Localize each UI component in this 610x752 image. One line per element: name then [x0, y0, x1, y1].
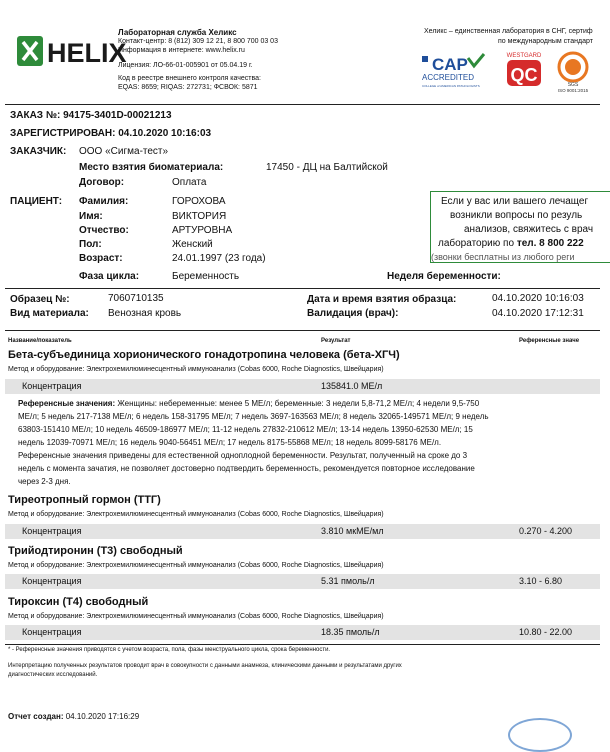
patronymic-label: Отчество:	[79, 225, 129, 236]
validation-value: 04.10.2020 17:12:31	[492, 308, 584, 319]
test-title: Бета-субъединица хорионического гонадотропина человека (бета-ХГЧ)	[8, 349, 400, 361]
material-label: Вид материала:	[10, 308, 89, 319]
footnote-interpretation-2: диагностических исследований.	[8, 672, 98, 678]
test-title: Тироксин (Т4) свободный	[8, 596, 149, 608]
notice-line-4: лабораторию по тел. 8 800 222	[438, 238, 584, 249]
notice-line-1: Если у вас или вашего лечащег	[441, 196, 589, 207]
svg-text:SGS: SGS	[567, 82, 579, 88]
svg-text:ISO 9001:2015: ISO 9001:2015	[557, 88, 589, 93]
svg-text:QC: QC	[510, 65, 538, 85]
sample-value: 7060710135	[108, 293, 164, 304]
test-method: Метод и оборудование: Электрохемилюминесцентный иммуноанализ (Cobas 6000, Roche Diagnostics, Швейцария)	[8, 562, 384, 569]
slogan-line-2: по международным стандарт	[498, 38, 593, 45]
validation-label: Валидация (врач):	[307, 308, 399, 319]
test-method: Метод и оборудование: Электрохемилюминесцентный иммуноанализ (Cobas 6000, Roche Diagnostics, Швейцария)	[8, 613, 384, 620]
surname-value: ГОРОХОВА	[172, 196, 226, 207]
ref-notes-line-6: недель с момента зачатия, не позволяет достоверно подтвердить беременность, рекомендуется повторное исследование	[18, 464, 475, 473]
patronymic-value: АРТУРОВНА	[172, 225, 233, 236]
registry-line-2: EQAS: 8659; RIQAS: 272731; ФСВОК: 5871	[118, 84, 258, 91]
pregnancy-week-label: Неделя беременности:	[387, 271, 501, 282]
notice-line-5: (звонки бесплатны из любого реги	[431, 252, 575, 262]
logo-text: HELIX	[47, 38, 127, 68]
sex-value: Женский	[172, 239, 213, 250]
ref-notes-line-2: МЕ/л; 5 недель 217-7138 МЕ/л; 6 недель 158-31795 МЕ/л; 7 недель 3697-163563 МЕ/л; 8 недель 32065-149571 МЕ/л; 9 недель	[18, 412, 489, 421]
westgard-qc-icon	[501, 50, 547, 95]
contact-notice	[430, 191, 610, 263]
svg-text:ACCREDITED: ACCREDITED	[422, 73, 475, 82]
place-value: 17450 - ДЦ на Балтийской	[266, 162, 388, 173]
col-result-header: Результат	[321, 338, 351, 344]
result-value: 18.35 пмоль/л	[321, 627, 380, 637]
surname-label: Фамилия:	[79, 196, 129, 207]
order-number: ЗАКАЗ №: 94175-3401D-00021213	[10, 110, 172, 121]
header-divider	[5, 104, 600, 105]
test-title: Трийодтиронин (Т3) свободный	[8, 545, 183, 557]
sgs-iso-icon	[554, 50, 594, 99]
svg-text:CAP: CAP	[432, 55, 468, 74]
cap-accredited-icon	[418, 52, 488, 95]
col-ref-header: Референсные значе	[519, 338, 580, 344]
datetime-label: Дата и время взятия образца:	[307, 294, 457, 305]
customer-value: ООО «Сигма-тест»	[79, 146, 169, 157]
material-value: Венозная кровь	[108, 308, 182, 319]
sample-divider	[5, 288, 600, 289]
license-line: Лицензия: ЛО-66-01-005901 от 05.04.19 г.	[118, 62, 253, 69]
result-value: 5.31 пмоль/л	[321, 576, 375, 586]
age-label: Возраст:	[79, 253, 123, 264]
result-row	[5, 524, 600, 539]
svg-text:COLLEGE of AMERICAN PATHOLOGIS: COLLEGE of AMERICAN PATHOLOGISTS	[422, 84, 480, 88]
helix-logo	[17, 34, 127, 73]
result-row	[5, 625, 600, 640]
svg-text:WESTGARD: WESTGARD	[506, 53, 542, 59]
result-param: Концентрация	[22, 381, 82, 391]
sex-label: Пол:	[79, 239, 102, 250]
ref-notes-line-1: Референсные значения: Женщины: небеременные: менее 5 МЕ/л; беременные: 3 недели 5,8-71,2 МЕ/л; 4 недели 9,5-750	[18, 399, 480, 408]
ref-notes-line-5: Референсные значения приведены для естественной одноплодной беременности. Результат, полученный на сроке до 3	[18, 451, 468, 460]
contact-line: Контакт-центр: 8 (812) 309 12 21, 8 800 700 03 03	[118, 38, 278, 45]
footnote-interpretation-1: Интерпретацию полученных результатов проводит врач в совокупности с данными анамнеза, клиническими данными и результатами других	[8, 663, 402, 669]
patient-label: ПАЦИЕНТ:	[10, 196, 63, 207]
slogan-line-1: Хеликс – единственная лаборатория в СНГ, сертиф	[424, 28, 593, 35]
cycle-label: Фаза цикла:	[79, 271, 140, 282]
table-divider	[5, 330, 600, 331]
notice-line-2: возникли вопросы по резуль	[450, 210, 583, 221]
internet-line: Информация в интернете: www.helix.ru	[118, 47, 245, 54]
name-label: Имя:	[79, 211, 103, 222]
registered-date: ЗАРЕГИСТРИРОВАН: 04.10.2020 10:16:03	[10, 128, 212, 139]
result-param: Концентрация	[22, 576, 82, 586]
registry-line-1: Код в реестре внешнего контроля качества:	[118, 75, 261, 82]
name-value: ВИКТОРИЯ	[172, 211, 227, 222]
age-value: 24.01.1997 (23 года)	[172, 253, 266, 264]
contract-label: Договор:	[79, 177, 125, 188]
test-method: Метод и оборудование: Электрохемилюминесцентный иммуноанализ (Cobas 6000, Roche Diagnostics, Швейцария)	[8, 366, 384, 373]
place-label: Место взятия биоматериала:	[79, 162, 224, 173]
report-created: Отчет создан: 04.10.2020 17:16:29	[8, 712, 140, 721]
notice-line-3: анализов, свяжитесь с врач	[464, 224, 594, 235]
org-name: Лабораторная служба Хеликс	[118, 28, 237, 37]
contract-value: Оплата	[172, 177, 207, 188]
result-param: Концентрация	[22, 627, 82, 637]
footnote-reference: * - Референсные значения приводятся с учетом возраста, пола, фазы менструального цикла, срока беременности.	[8, 647, 331, 653]
result-row	[5, 379, 600, 394]
datetime-value: 04.10.2020 10:16:03	[492, 293, 584, 304]
sample-label: Образец №:	[10, 294, 70, 305]
footer-divider	[5, 644, 600, 645]
test-title: Тиреотропный гормон (ТТГ)	[8, 494, 161, 506]
ref-notes-line-7: через 2-3 дня.	[18, 477, 71, 486]
result-ref: 3.10 - 6.80	[519, 576, 563, 586]
customer-label: ЗАКАЗЧИК:	[10, 146, 67, 157]
result-value: 135841.0 МЕ/л	[321, 381, 383, 391]
test-method: Метод и оборудование: Электрохемилюминесцентный иммуноанализ (Cobas 6000, Roche Diagnostics, Швейцария)	[8, 511, 384, 518]
result-value: 3.810 мкМЕ/мл	[321, 526, 384, 536]
cycle-value: Беременность	[172, 271, 240, 282]
ref-notes-line-3: 63803-151410 МЕ/л; 10 недель 46509-186977 МЕ/л; 11-12 недель 27832-210612 МЕ/л; 13-14 недель 13950-62530 МЕ/л; 15	[18, 425, 473, 434]
result-ref: 0.270 - 4.200	[519, 526, 573, 536]
stamp-edge	[508, 718, 572, 752]
result-ref: 10.80 - 22.00	[519, 627, 573, 637]
ref-notes-line-4: недель 12039-70971 МЕ/л; 16 недель 9040-56451 МЕ/л; 17 недель 8175-55868 МЕ/л; 18 недель 8099-58176 МЕ/л.	[18, 438, 442, 447]
result-row	[5, 574, 600, 589]
result-param: Концентрация	[22, 526, 82, 536]
col-name-header: Название/показатель	[8, 338, 72, 344]
